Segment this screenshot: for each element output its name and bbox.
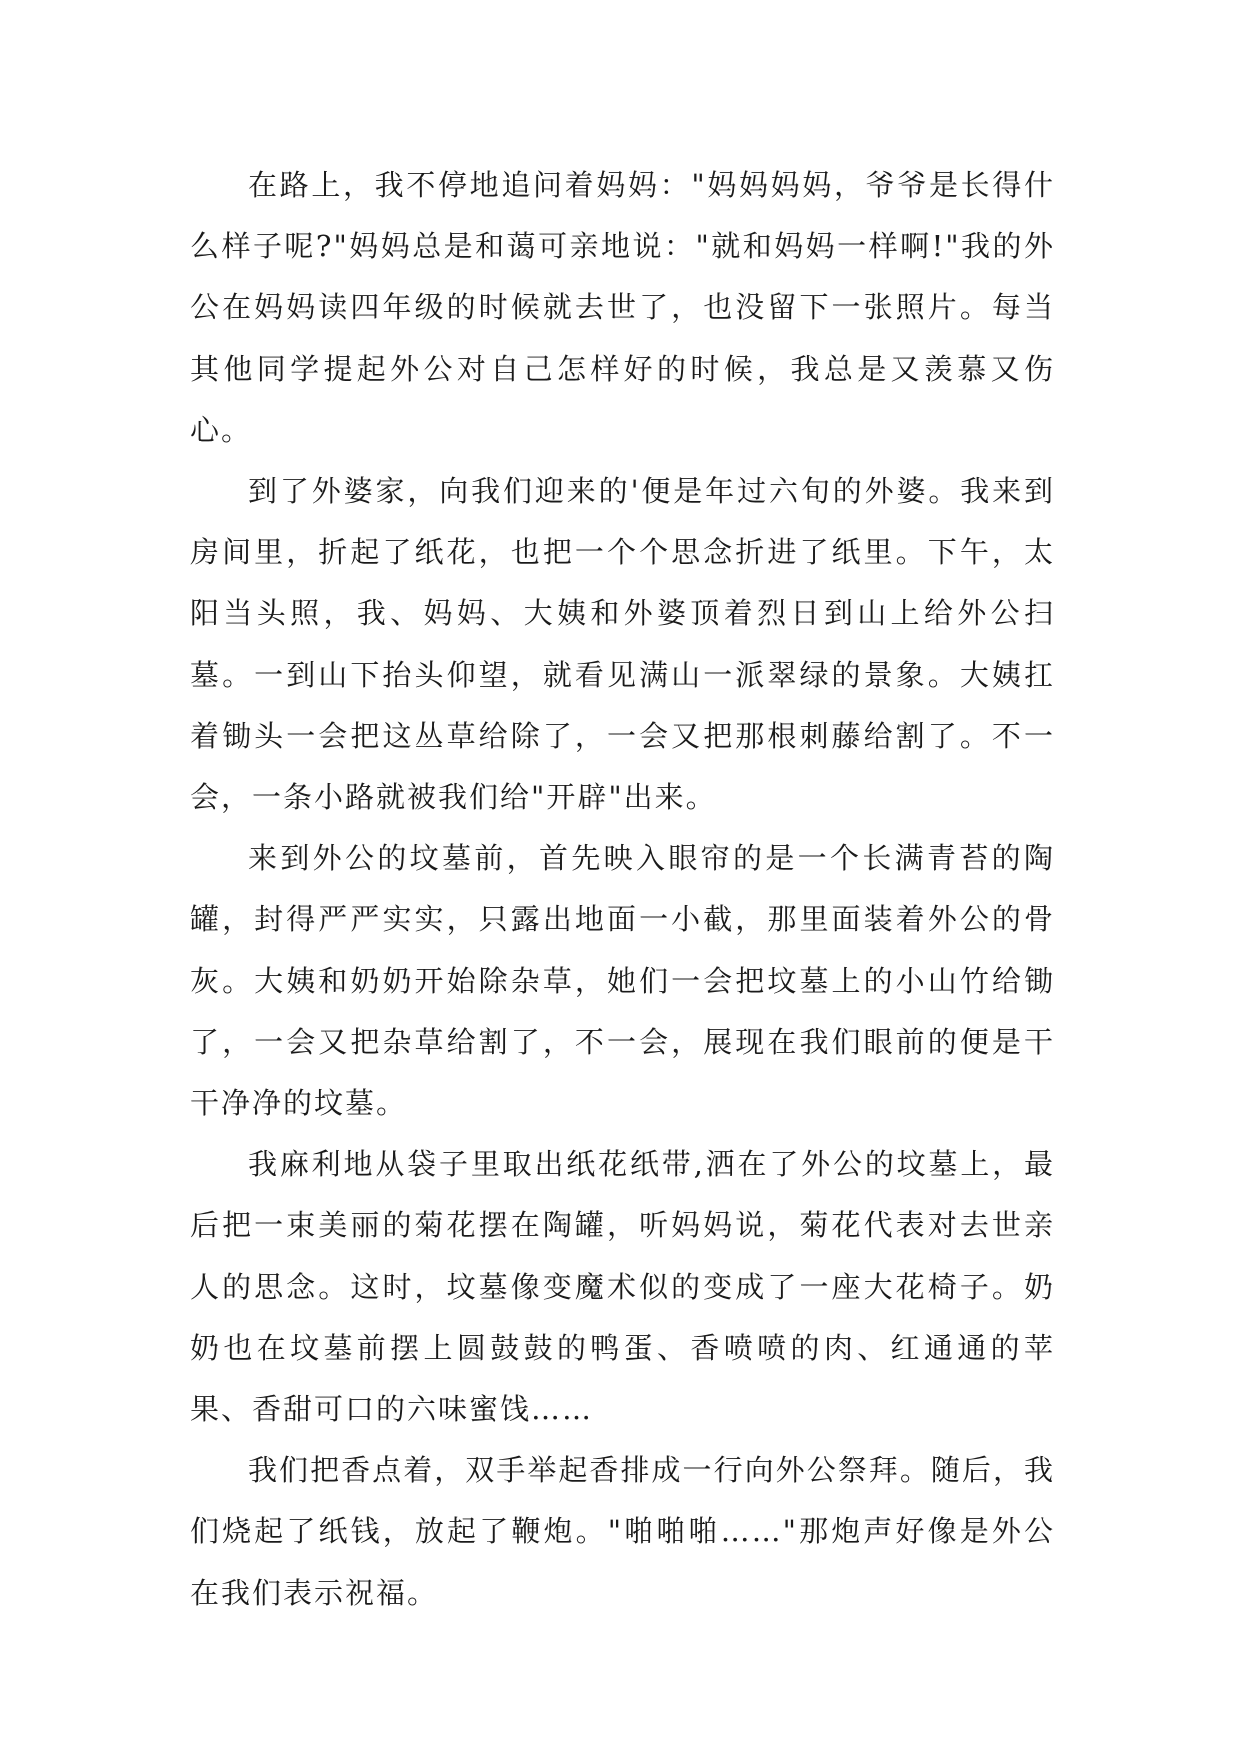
paragraph-2: 到了外婆家，向我们迎来的'便是年过六旬的外婆。我来到房间里，折起了纸花，也把一个个思念折进了纸里。下午，太阳当头照，我、妈妈、大姨和外婆顶着烈日到山上给外公扫墓。一到山下抬头仰望，就看见满山一派翠绿的景象。大姨扛着锄头一会把这丛草给除了，一会又把那根刺藤给割了。不一会，一条小路就被我们给"开辟"出来。: [190, 474, 1055, 815]
paragraph-3: 来到外公的坟墓前，首先映入眼帘的是一个长满青苔的陶罐，封得严严实实，只露出地面一小截，那里面装着外公的骨灰。大姨和奶奶开始除杂草，她们一会把坟墓上的小山竹给锄了，一会又把杂草给割了，不一会，展现在我们眼前的便是干干净净的坟墓。: [190, 841, 1055, 1121]
document-body: [190, 155, 1055, 1624]
paragraph-5: 我们把香点着，双手举起香排成一行向外公祭拜。随后，我们烧起了纸钱，放起了鞭炮。"啪啪啪……"那炮声好像是外公在我们表示祝福。: [190, 1453, 1055, 1610]
paragraph-4: 我麻利地从袋子里取出纸花纸带,洒在了外公的坟墓上，最后把一束美丽的菊花摆在陶罐，听妈妈说，菊花代表对去世亲人的思念。这时，坟墓像变魔术似的变成了一座大花椅子。奶奶也在坟墓前摆上圆鼓鼓的鸭蛋、香喷喷的肉、红通通的苹果、香甜可口的六味蜜饯……: [190, 1147, 1055, 1427]
paragraph-1: 在路上，我不停地追问着妈妈："妈妈妈妈，爷爷是长得什么样子呢?"妈妈总是和蔼可亲地说："就和妈妈一样啊!"我的外公在妈妈读四年级的时候就去世了，也没留下一张照片。每当其他同学提起外公对自己怎样好的时候，我总是又羡慕又伤心。: [190, 168, 1055, 447]
